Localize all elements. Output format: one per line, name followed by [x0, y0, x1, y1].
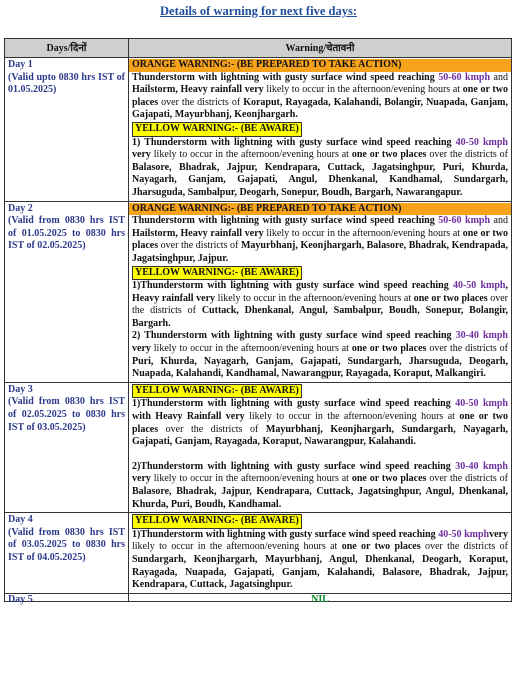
day-label: Day 4	[8, 514, 33, 526]
warning-cell	[129, 58, 512, 202]
days-header: Days/दिनों	[5, 39, 129, 58]
orange-warning-label: ORANGE WARNING:- (BE PREPARED TO TAKE ACTION)	[129, 203, 511, 216]
table-row	[5, 58, 512, 202]
yellow-warning-text: 2) Thunderstorm with lightning with gusty surface wind speed reaching 30-40 kmph very likely to occur in the afternoon/evening hours at one or two places over the districts of Puri, Khurda, Nayagarh, Ganjam, Gajapati, Sundargarh, Jharsuguda, Deogarh, Nuapada, Kalahandi, Kandhamal, Nawarangpur, Rayagada, Koraput, Malkangiri.	[132, 330, 508, 380]
day-label: Day 2	[8, 202, 33, 214]
day-cell	[5, 382, 129, 512]
table-row	[5, 382, 512, 512]
orange-warning-text: Thunderstorm with lightning with gusty surface wind speed reaching 50-60 kmph and Hailstorm, Heavy rainfall very likely to occur in the afternoon/evening hours at one or two places over the districts of Mayurbhanj, Keonjhargarh, Balasore, Bhadrak, Kendrapada, Jagatsinghpur, Jajpur.	[132, 215, 509, 264]
yellow-warning-text: 1) Thunderstorm with lightning with gusty surface wind speed reaching 40-50 kmph very likely to occur in the afternoon/evening hours at one or two places over the districts of Balasore, Bhadrak, Jajpur, Kendrapara, Cuttack, Jagatsinghpur, Puri, Khurda, Nayagarh, Ganjam, Gajapati, Angul, Dhenkanal, Kandhamal, Sundargarh, Jharsuguda, Sambalpur, Deogarh, Sonepur, Boudh, Bargarh, Nawarangapur.	[132, 136, 508, 198]
nil-text: NIL	[311, 593, 329, 605]
warning-cell	[129, 201, 512, 382]
yellow-warning-label: YELLOW WARNING:- (BE AWARE)	[132, 384, 302, 399]
yellow-warning-text: 1)Thunderstorm with lightning with gusty surface wind speed reaching 40-50 kmph with Heavy Rainfall very likely to occur in the afternoon/evening hours at one or two places over the districts of Mayurbhanj, Keonjhargarh, Sundargarh, Nayagarh, Gajapati, Ganjam, Rayagada, Koraput, Nawarangpur, Kalahandi.	[132, 398, 509, 448]
day-label: Day 1	[8, 59, 33, 70]
validity-text: (Valid from 0830 hrs IST of 03.05.2025 to 0830 hrs IST of 04.05.2025)	[8, 526, 125, 563]
orange-warning-text: Thunderstorm with lightning with gusty surface wind speed reaching 50-60 kmph and Hailstorm, Heavy rainfall very likely to occur in the afternoon/evening hours at one or two places over the districts of Koraput, Rayagada, Kalahandi, Bolangir, Nuapada, Ganjam, Gajapati, Mayurbhanj, Keonjhargarh.	[132, 71, 509, 121]
warning-header: Warning/चेतावनी	[129, 39, 512, 58]
yellow-warning-label: YELLOW WARNING:- (BE AWARE)	[132, 122, 302, 137]
table-row	[5, 201, 512, 382]
validity-text: (Valid from 0830 hrs IST of 02.05.2025 to 0830 hrs IST of 03.05.2025)	[8, 396, 125, 433]
day-label: Day 3	[8, 383, 33, 395]
day-cell	[5, 58, 129, 202]
yellow-warning-text: 2)Thunderstorm with lightning with gusty surface wind speed reaching 30-40 kmph very likely to occur in the afternoon/evening hours at one or two places over the districts of Balasore, Bhadrak, Jajpur, Kendrapara, Cuttack, Jagatsinghpur, Angul, Dhenkanal, Khurda, Puri, Boudh, Kandhamal.	[132, 460, 508, 510]
page-title: Details of warning for next five days:	[160, 4, 357, 18]
day-cell	[5, 593, 129, 605]
yellow-warning-text: 1)Thunderstorm with lightning with gusty surface wind speed reaching 40-50 kmphvery likely to occur in the afternoon/evening hours at one or two places over the districts of Sundargarh, Keonjhargarh, Mayurbhanj, Angul, Dhenkanal, Deogarh, Koraput, Rayagada, Nuapada, Gajapati, Ganjam, Kalahandi, Balasore, Bhadrak, Jajpur, Kendrapara, Cuttack, Jagatsinghpur.	[132, 528, 508, 591]
validity-text: (Valid upto 0830 hrs IST of 01.05.2025)	[8, 71, 125, 96]
day-cell	[5, 201, 129, 382]
yellow-warning-text: 1)Thunderstorm with lightning with gusty surface wind speed reaching 40-50 kmph, Heavy rainfall very likely to occur in the afternoon/evening hours at one or two places over the districts of Cuttack, Dhenkanal, Angul, Sambalpur, Boudh, Sonepur, Bolangir, Bargarh.	[132, 280, 509, 329]
day-cell	[5, 513, 129, 594]
table-header-row	[5, 39, 512, 58]
orange-warning-label: ORANGE WARNING:- (BE PREPARED TO TAKE ACTION)	[129, 59, 511, 72]
warning-cell	[129, 513, 512, 594]
day-label: Day 5	[8, 593, 33, 605]
validity-text: (Valid from 0830 hrs IST of 01.05.2025 to 0830 hrs IST of 02.05.2025)	[8, 215, 125, 252]
warning-cell	[129, 382, 512, 512]
warning-cell	[129, 593, 512, 605]
table-row	[5, 513, 512, 594]
yellow-warning-label: YELLOW WARNING:- (BE AWARE)	[132, 514, 302, 529]
table-row	[5, 593, 512, 601]
warning-table	[4, 38, 512, 605]
yellow-warning-label: YELLOW WARNING:- (BE AWARE)	[132, 266, 302, 281]
